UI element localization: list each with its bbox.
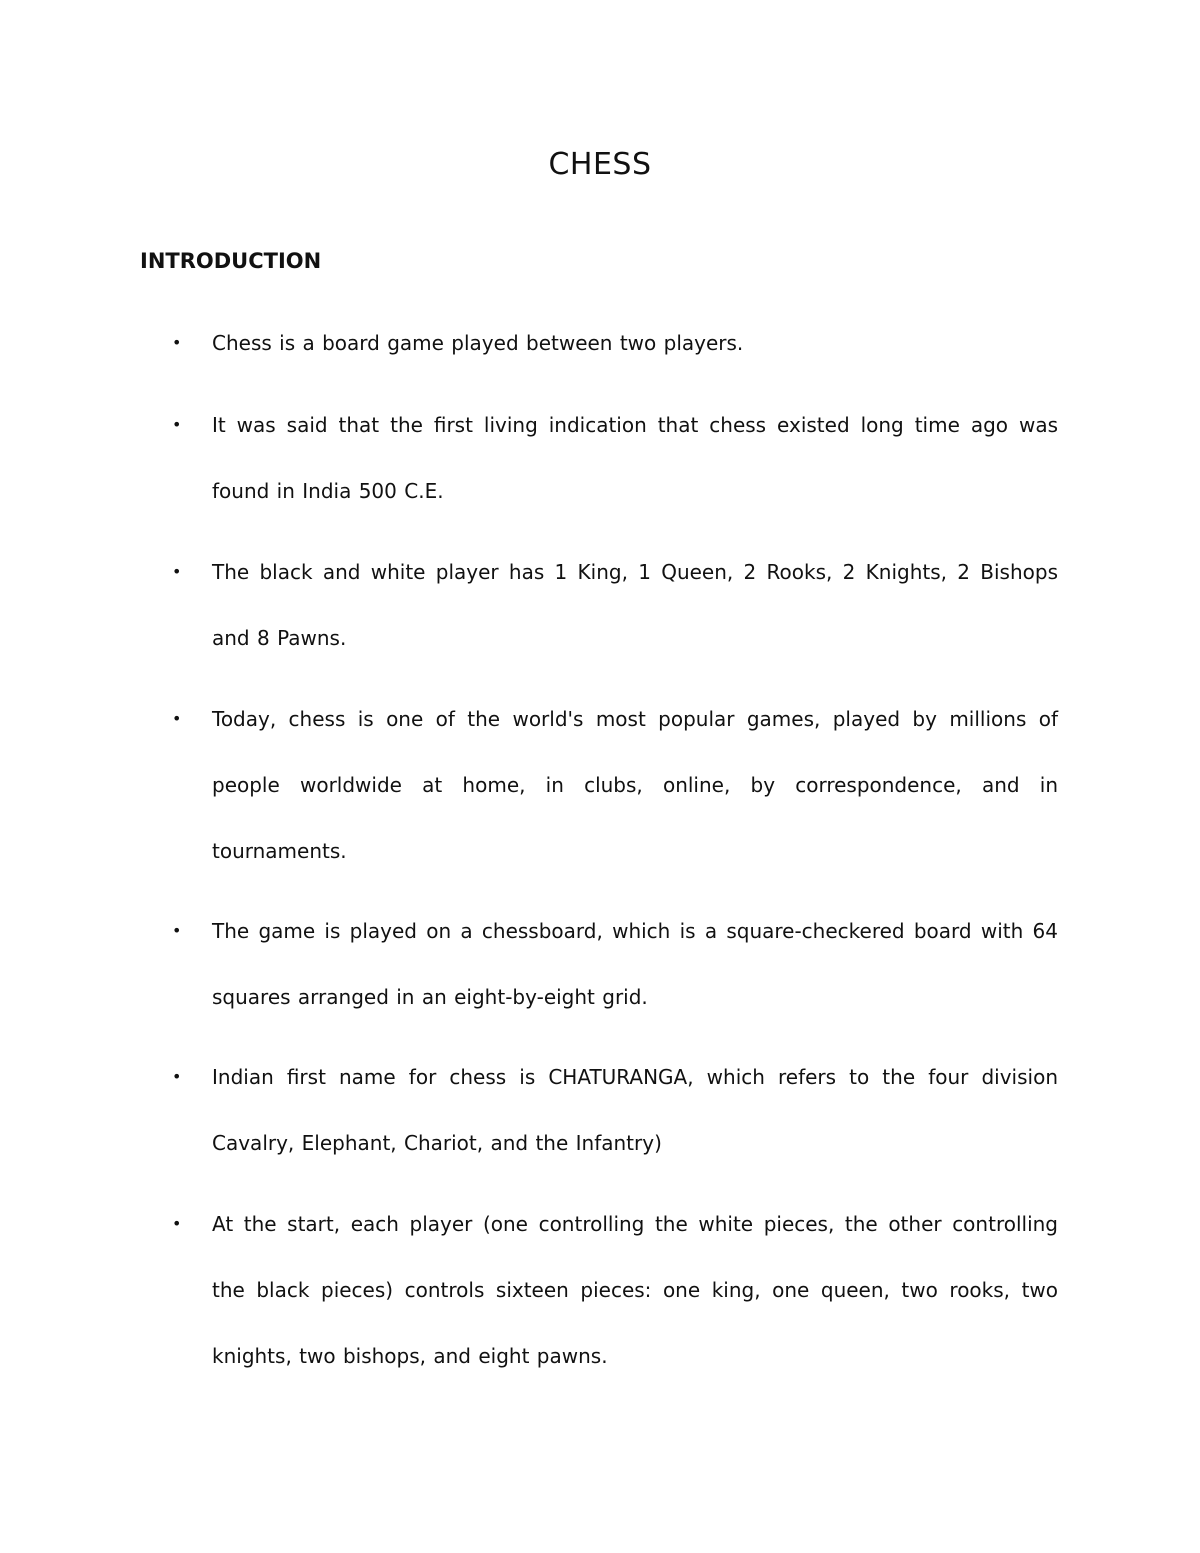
- section-heading-introduction: INTRODUCTION: [140, 249, 322, 273]
- bullet-marker: •: [172, 1067, 182, 1086]
- list-item: [172, 310, 1058, 376]
- bullet-marker: •: [172, 562, 182, 581]
- list-item: [172, 1191, 1058, 1389]
- list-item: [172, 898, 1058, 1030]
- bullet-text: The black and white player has 1 King, 1 Queen, 2 Rooks, 2 Knights, 2 Bishops and 8 Pawns.: [212, 560, 1058, 650]
- bullet-marker: •: [172, 1214, 182, 1233]
- bullet-marker: •: [172, 415, 182, 434]
- list-item: [172, 392, 1058, 524]
- list-item: [172, 539, 1058, 671]
- bullet-text: Today, chess is one of the world's most popular games, played by millions of people worldwide at home, in clubs, online, by correspondence, and in tournaments.: [212, 707, 1058, 863]
- list-item: [172, 686, 1058, 884]
- bullet-marker: •: [172, 709, 182, 728]
- document-title: CHESS: [548, 147, 652, 182]
- bullet-text: At the start, each player (one controlling the white pieces, the other controlling the black pieces) controls sixteen pieces: one king, one queen, two rooks, two knights, two bishops, and eight pawns.: [212, 1212, 1058, 1368]
- bullet-text: Indian first name for chess is CHATURANGA, which refers to the four division Cavalry, Elephant, Chariot, and the Infantry): [212, 1065, 1058, 1155]
- bullet-text: It was said that the first living indication that chess existed long time ago was found in India 500 C.E.: [212, 413, 1058, 503]
- bullet-text: The game is played on a chessboard, which is a square-checkered board with 64 squares arranged in an eight-by-eight grid.: [212, 919, 1058, 1009]
- bullet-marker: •: [172, 333, 182, 352]
- bullet-text: Chess is a board game played between two players.: [212, 331, 744, 355]
- bullet-marker: •: [172, 921, 182, 940]
- list-item: [172, 1044, 1058, 1176]
